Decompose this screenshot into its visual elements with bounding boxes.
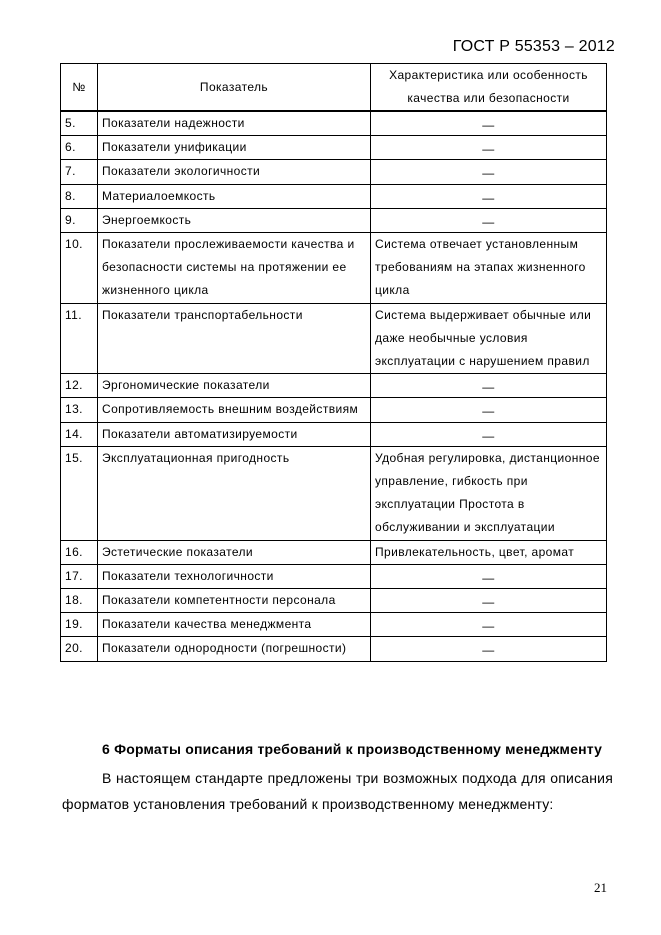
row-indicator: Эргономические показатели [98, 374, 371, 398]
row-number: 12. [61, 374, 98, 398]
table-row [61, 446, 607, 540]
row-number: 7. [61, 160, 98, 184]
dash-mark: — [482, 404, 495, 419]
column-header-number: № [61, 64, 98, 112]
row-characteristic: Привлекательность, цвет, аромат [371, 540, 607, 564]
row-characteristic: Система выдерживает обычные или даже необычные условия эксплуатации с нарушением правил [371, 303, 607, 374]
row-indicator: Эксплуатационная пригодность [98, 446, 371, 540]
dash-mark: — [482, 380, 495, 395]
section-paragraph: В настоящем стандарте предложены три возможных подхода для описания форматов установления требований к производственному менеджменту: [62, 770, 613, 812]
row-characteristic [371, 136, 607, 160]
document-header: ГОСТ Р 55353 – 2012 [452, 38, 615, 55]
row-number: 6. [61, 136, 98, 160]
row-indicator: Показатели компетентности персонала [98, 589, 371, 613]
table-body [61, 111, 607, 661]
row-indicator: Энергоемкость [98, 208, 371, 232]
row-number: 14. [61, 422, 98, 446]
table-row [61, 374, 607, 398]
page-number: 21 [594, 880, 607, 895]
row-characteristic [371, 111, 607, 136]
row-number: 9. [61, 208, 98, 232]
row-characteristic [371, 184, 607, 208]
row-indicator: Показатели надежности [98, 111, 371, 136]
dash-mark: — [482, 428, 495, 443]
row-number: 20. [61, 637, 98, 661]
table-row [61, 613, 607, 637]
row-characteristic [371, 564, 607, 588]
row-characteristic: Система отвечает установленным требованиям на этапах жизненного цикла [371, 233, 607, 304]
row-number: 16. [61, 540, 98, 564]
dash-mark: — [482, 595, 495, 610]
row-indicator: Показатели унификации [98, 136, 371, 160]
row-number: 17. [61, 564, 98, 588]
row-number: 15. [61, 446, 98, 540]
dash-mark: — [482, 166, 495, 181]
row-characteristic: Удобная регулировка, дистанционное управление, гибкость при эксплуатации Простота в обслуживании и эксплуатации [371, 446, 607, 540]
row-characteristic [371, 589, 607, 613]
table-row [61, 303, 607, 374]
table-row [61, 637, 607, 661]
row-number: 8. [61, 184, 98, 208]
column-header-characteristic: Характеристика или особенность качества или безопасности [371, 64, 607, 112]
dash-mark: — [482, 214, 495, 229]
row-number: 10. [61, 233, 98, 304]
row-characteristic [371, 208, 607, 232]
row-characteristic [371, 613, 607, 637]
row-indicator: Показатели транспортабельности [98, 303, 371, 374]
table-row [61, 422, 607, 446]
row-indicator: Показатели автоматизируемости [98, 422, 371, 446]
dash-mark: — [482, 190, 495, 205]
row-characteristic [371, 398, 607, 422]
dash-mark: — [482, 142, 495, 157]
table-row [61, 233, 607, 304]
row-indicator: Показатели прослеживаемости качества и безопасности системы на протяжении ее жизненного цикла [98, 233, 371, 304]
row-indicator: Показатели качества менеджмента [98, 613, 371, 637]
row-number: 11. [61, 303, 98, 374]
row-characteristic [371, 637, 607, 661]
row-characteristic [371, 422, 607, 446]
table-row [61, 398, 607, 422]
table-header-row [61, 64, 607, 112]
table-row [61, 540, 607, 564]
table-row [61, 208, 607, 232]
table-row [61, 589, 607, 613]
table-row [61, 136, 607, 160]
row-number: 13. [61, 398, 98, 422]
row-characteristic [371, 374, 607, 398]
row-indicator: Показатели экологичности [98, 160, 371, 184]
row-indicator: Материалоемкость [98, 184, 371, 208]
column-header-indicator: Показатель [98, 64, 371, 112]
dash-mark: — [482, 643, 495, 658]
table-row [61, 564, 607, 588]
row-number: 18. [61, 589, 98, 613]
quality-indicators-table [60, 63, 607, 662]
dash-mark: — [482, 619, 495, 634]
row-characteristic [371, 160, 607, 184]
section-heading: 6 Форматы описания требований к производственному менеджменту [102, 741, 603, 757]
table-row [61, 160, 607, 184]
table-row [61, 111, 607, 136]
row-indicator: Показатели однородности (погрешности) [98, 637, 371, 661]
row-indicator: Сопротивляемость внешним воздействиям [98, 398, 371, 422]
row-indicator: Показатели технологичности [98, 564, 371, 588]
row-indicator: Эстетические показатели [98, 540, 371, 564]
row-number: 5. [61, 111, 98, 136]
row-number: 19. [61, 613, 98, 637]
dash-mark: — [482, 118, 495, 132]
table-row [61, 184, 607, 208]
dash-mark: — [482, 570, 495, 585]
